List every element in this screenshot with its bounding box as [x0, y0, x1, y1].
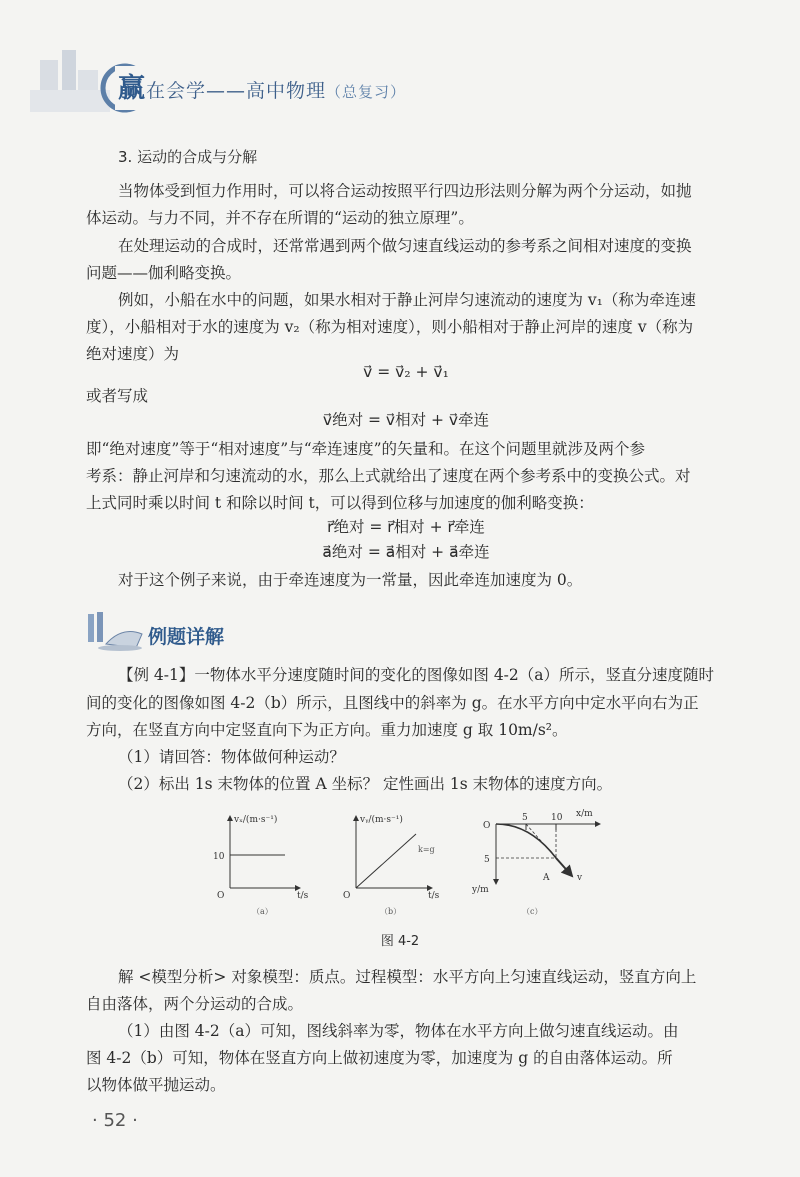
example-section-title: 例题详解 — [148, 626, 225, 648]
graph-b-slope: k=g — [418, 845, 435, 854]
paragraph-line: 体运动。与力不同，并不存在所谓的“运动的独立原理”。 — [86, 209, 474, 227]
graph-a — [213, 814, 309, 916]
paragraph-line: 或者写成 — [86, 387, 149, 405]
header-title-edition: （总复习） — [326, 83, 407, 101]
solution-line: 自由落体，两个分运动的合成。 — [86, 995, 304, 1013]
graph-c-ytick: 5 — [484, 855, 490, 865]
header-logo-char: 赢 — [118, 73, 146, 104]
header-title-dash: —— — [206, 80, 247, 102]
graph-b-origin: O — [343, 891, 351, 901]
page-number: · 52 · — [92, 1110, 138, 1131]
graph-a-ylabel: vₓ/(m·s⁻¹) — [234, 815, 278, 825]
question-line: 方向，在竖直方向中定竖直向下为正方向。重力加速度 g 取 10m/s²。 — [86, 721, 568, 739]
paragraph-line: 即“绝对速度”等于“相对速度”与“牵连速度”的矢量和。在这个问题里就涉及两个参 — [86, 440, 646, 458]
graph-b-xlabel: t/s — [428, 891, 440, 901]
solution-line: （1）由图 4-2（a）可知，图线斜率为零，物体在水平方向上做匀速直线运动。由 — [118, 1022, 679, 1040]
graph-c-point: A — [543, 873, 550, 883]
paragraph-line: 上式同时乘以时间 t 和除以时间 t，可以得到位移与加速度的伽利略变换： — [86, 494, 594, 512]
paragraph-line: 问题——伽利略变换。 — [86, 264, 242, 282]
graph-b-ylabel: vᵧ/(m·s⁻¹) — [360, 815, 403, 825]
graph-c — [471, 809, 600, 916]
equation-1: v⃗ = v⃗₂ + v⃗₁ — [363, 363, 449, 381]
equation-4: a⃗绝对 = a⃗相对 + a⃗牵连 — [322, 543, 490, 561]
subquestion-2: （2）标出 1s 末物体的位置 A 坐标？ 定性画出 1s 末物体的速度方向。 — [118, 775, 613, 793]
header-title-main: 在会学 — [146, 80, 207, 102]
solution-line: 以物体做平抛运动。 — [86, 1076, 226, 1094]
page-header — [0, 0, 800, 130]
header-title — [118, 66, 406, 105]
graph-c-ylabel: y/m — [472, 885, 489, 895]
graph-a-tick: 10 — [213, 852, 225, 862]
example-section-icon — [86, 608, 146, 652]
graph-c-caption: （c） — [522, 907, 543, 916]
paragraph-line: 绝对速度）为 — [86, 345, 180, 363]
solution-line: 解 <模型分析> 对象模型：质点。过程模型：水平方向上匀速直线运动，竖直方向上 — [118, 968, 697, 986]
graph-c-origin: O — [483, 821, 491, 831]
graph-c-xtick1: 5 — [522, 813, 528, 823]
subquestion-1: （1）请回答：物体做何种运动？ — [118, 748, 345, 766]
header-title-subject: 高中物理 — [246, 80, 327, 102]
solution-line: 图 4-2（b）可知，物体在竖直方向上做初速度为零，加速度为 g 的自由落体运动。所 — [86, 1049, 673, 1067]
paragraph-line: 考系：静止河岸和匀速流动的水，那么上式就给出了速度在两个参考系中的变换公式。对 — [86, 467, 691, 485]
graph-b — [343, 814, 440, 916]
graph-c-xtick2: 10 — [551, 813, 563, 823]
question-line: 【例 4-1】一物体水平分速度随时间的变化的图像如图 4-2（a）所示，竖直分速度随时 — [118, 666, 715, 684]
paragraph-line: 当物体受到恒力作用时，可以将合运动按照平行四边形法则分解为两个分运动，如抛 — [118, 182, 692, 200]
equation-3: r⃗绝对 = r⃗相对 + r⃗牵连 — [327, 518, 485, 536]
graph-c-xlabel: x/m — [576, 809, 593, 819]
graph-b-caption: （b） — [380, 907, 402, 916]
question-line: 间的变化的图像如图 4-2（b）所示，且图线中的斜率为 g。在水平方向中定水平向右为正 — [86, 694, 699, 712]
section-heading: 3. 运动的合成与分解 — [118, 148, 258, 166]
equation-2: v⃗绝对 = v⃗相对 + v⃗牵连 — [322, 411, 490, 429]
graph-a-origin: O — [217, 891, 225, 901]
figure-caption: 图 4-2 — [380, 934, 420, 949]
paragraph-line: 度），小船相对于水的速度为 v₂（称为相对速度），则小船相对于静止河岸的速度 v（称为 — [86, 318, 694, 336]
paragraph-line: 例如，小船在水中的问题，如果水相对于静止河岸匀速流动的速度为 v₁（称为牵连速 — [118, 291, 696, 309]
graph-a-caption: （a） — [252, 907, 273, 916]
paragraph-line: 在处理运动的合成时，还常常遇到两个做匀速直线运动的参考系之间相对速度的变换 — [118, 237, 692, 255]
graph-c-vlabel: v — [577, 873, 583, 883]
paragraph-line: 对于这个例子来说，由于牵连速度为一常量，因此牵连加速度为 0。 — [118, 571, 583, 589]
graph-a-xlabel: t/s — [297, 891, 309, 901]
figure-4-2 — [0, 800, 800, 940]
